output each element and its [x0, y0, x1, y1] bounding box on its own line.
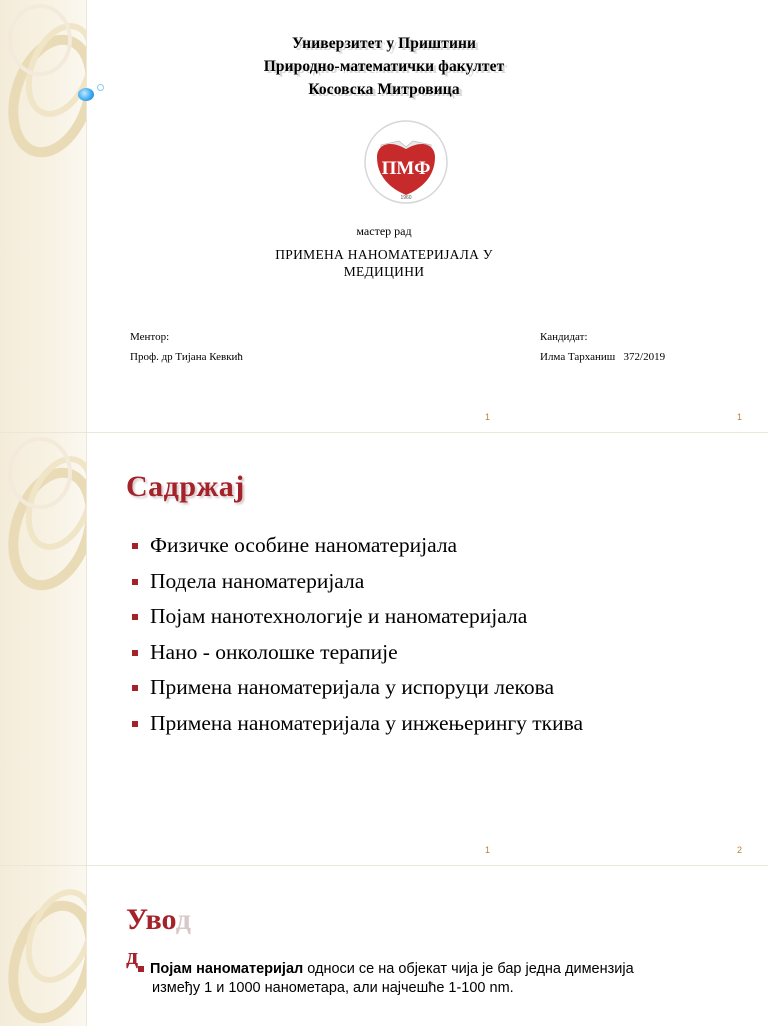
heading-line: Косовска Митровица	[308, 81, 460, 98]
intro-paragraph	[150, 960, 710, 998]
thesis-title	[0, 246, 768, 280]
square-bullet-icon	[132, 579, 138, 585]
list-item: Подела наноматеријала	[130, 564, 583, 600]
university-heading	[0, 32, 768, 101]
thesis-type: мастер рад	[356, 224, 412, 238]
square-bullet-icon	[138, 966, 144, 972]
candidate-index: 372/2019	[623, 351, 666, 363]
list-item: Нано - онколошке терапије	[130, 635, 583, 671]
heading-line: Универзитет у Приштини	[291, 35, 477, 52]
square-bullet-icon	[132, 614, 138, 620]
svg-text:1960: 1960	[400, 195, 412, 201]
square-bullet-icon	[132, 721, 138, 727]
page-number-left: 1	[485, 845, 491, 855]
heading-line: Природно-математички факултет	[263, 58, 505, 75]
intro-title-main: Уво	[126, 903, 176, 936]
contents-list	[130, 528, 583, 742]
title-line: МЕДИЦИНИ	[343, 264, 425, 279]
list-item: Физичке особине наноматеријала	[130, 528, 583, 564]
contents-title: Садржај	[126, 470, 245, 503]
intro-title	[126, 904, 191, 936]
square-bullet-icon	[132, 685, 138, 691]
decorative-sidebar	[0, 433, 87, 865]
intro-title-faded: д	[175, 903, 191, 936]
slide-title	[0, 0, 768, 432]
page-number-right: 2	[737, 845, 743, 855]
candidate-name	[540, 350, 665, 364]
intro-line1: односи се на објекат чија је бар једна димензија	[303, 961, 634, 977]
faculty-logo	[363, 119, 449, 205]
svg-text:ПМФ: ПМФ	[381, 158, 431, 179]
mentor-name: Проф. др Тијана Кевкић	[130, 351, 243, 363]
square-bullet-icon	[132, 543, 138, 549]
page-number-right: 1	[737, 412, 743, 422]
intro-title-overflow: д	[126, 944, 139, 970]
candidate-fullname: Илма Тарханиш	[540, 351, 616, 363]
list-item: Примена наноматеријала у инжењерингу ткива	[130, 706, 583, 742]
square-bullet-icon	[132, 650, 138, 656]
intro-term: Појам наноматеријал	[150, 961, 304, 977]
list-item: Појам нанотехнологије и наноматеријала	[130, 599, 583, 635]
page-number-left: 1	[485, 412, 491, 422]
title-line: ПРИМЕНА НАНОМАТЕРИЈАЛА У	[275, 247, 493, 262]
candidate-label: Кандидат:	[540, 331, 588, 343]
mentor-label: Ментор:	[130, 331, 170, 343]
list-item: Примена наноматеријала у испоруци лекова	[130, 670, 583, 706]
decorative-sidebar	[0, 866, 87, 1026]
slide-introduction	[0, 866, 768, 1026]
intro-line2: између 1 и 1000 нанометара, али најчешће 1-100 nm.	[152, 980, 514, 996]
